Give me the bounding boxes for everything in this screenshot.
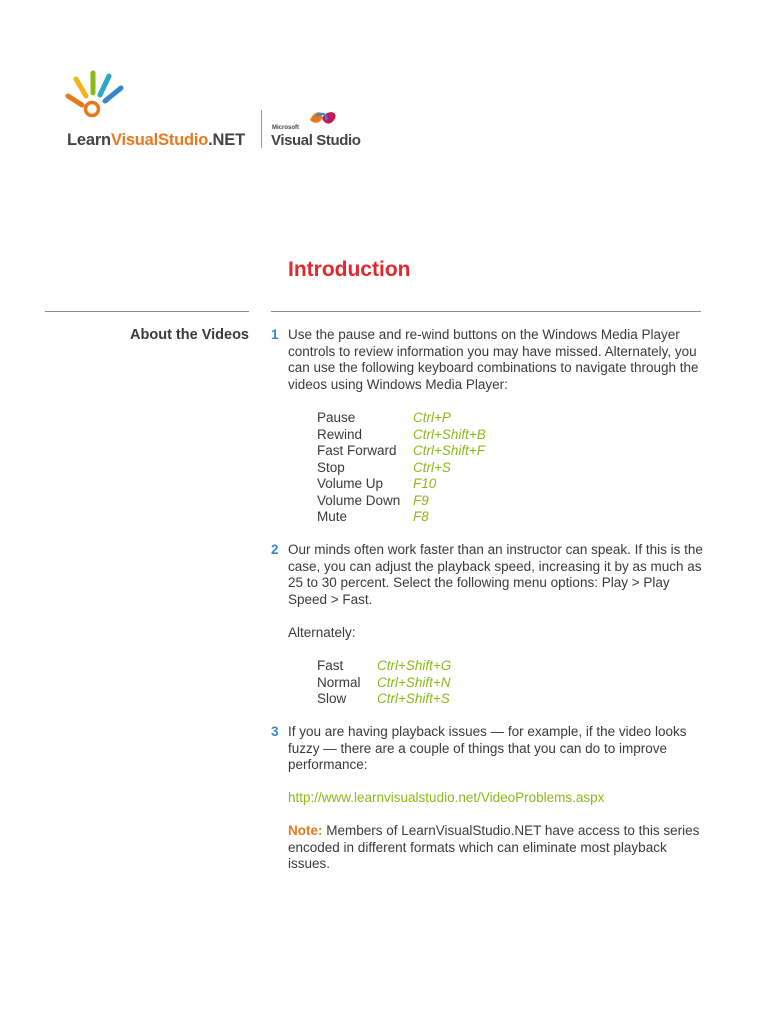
page-title: Introduction bbox=[288, 258, 411, 281]
right-rule bbox=[271, 311, 701, 312]
section-heading: About the Videos bbox=[130, 327, 249, 343]
item-paragraph: Our minds often work faster than an instructor can speak. If this is the case, you can adjust the playback speed, increasing it by as much as 25 to 30 percent. Select the following menu options: Play > Play Speed > Fast. bbox=[288, 542, 703, 607]
shortcut-label: Fast Forward bbox=[317, 443, 397, 458]
shortcut-label: Fast bbox=[317, 658, 344, 673]
logo-divider bbox=[261, 110, 262, 148]
shortcut-key: Ctrl+Shift+N bbox=[377, 674, 451, 690]
shortcut-label: Normal bbox=[317, 674, 361, 690]
shortcut-label: Mute bbox=[317, 509, 348, 524]
shortcut-label: Stop bbox=[317, 459, 345, 475]
shortcut-key: F10 bbox=[413, 476, 437, 491]
shortcut-key: Ctrl+P bbox=[413, 410, 451, 425]
note-text: Members of LearnVisualStudio.NET have access to this series encoded in different formats which can eliminate most playback issues. bbox=[288, 823, 700, 871]
shortcut-row bbox=[317, 410, 355, 427]
shortcut-label: Rewind bbox=[317, 426, 363, 442]
alternately-label: Alternately: bbox=[288, 625, 356, 640]
left-rule bbox=[45, 311, 249, 312]
item-number: 1 bbox=[271, 327, 279, 342]
shortcut-key: F9 bbox=[413, 492, 429, 508]
shortcut-key: Ctrl+Shift+B bbox=[413, 426, 486, 442]
shortcut-label: Volume Down bbox=[317, 492, 401, 508]
vs-microsoft-label: Microsoft bbox=[272, 125, 299, 131]
learnvisualstudio-wordmark: LearnVisualStudio.NET bbox=[67, 131, 245, 149]
shortcut-key: Ctrl+Shift+S bbox=[377, 691, 450, 706]
video-problems-link[interactable]: http://www.learnvisualstudio.net/VideoProblems.aspx bbox=[288, 790, 605, 805]
shortcut-label: Pause bbox=[317, 410, 356, 425]
vs-product-name: Visual Studio bbox=[271, 132, 361, 149]
shortcut-key: Ctrl+Shift+F bbox=[413, 443, 486, 458]
shortcut-key: F8 bbox=[413, 509, 429, 524]
item-paragraph: Use the pause and re-wind buttons on the Windows Media Player controls to review information you may have missed. Alternately, you can use the following keyboard combinations to navigate through the videos using Windows Media Player: bbox=[288, 327, 699, 392]
shortcut-label: Slow bbox=[317, 691, 347, 706]
note-label: Note: bbox=[288, 823, 323, 838]
shortcut-label: Volume Up bbox=[317, 476, 384, 491]
item-number: 3 bbox=[271, 724, 279, 739]
shortcut-key: Ctrl+S bbox=[413, 459, 451, 475]
item-number: 2 bbox=[271, 542, 279, 557]
note-paragraph bbox=[288, 823, 708, 873]
item-paragraph: If you are having playback issues — for example, if the video looks fuzzy — there are a couple of things that you can do to improve performance: bbox=[288, 724, 687, 772]
shortcut-key: Ctrl+Shift+G bbox=[377, 658, 452, 673]
